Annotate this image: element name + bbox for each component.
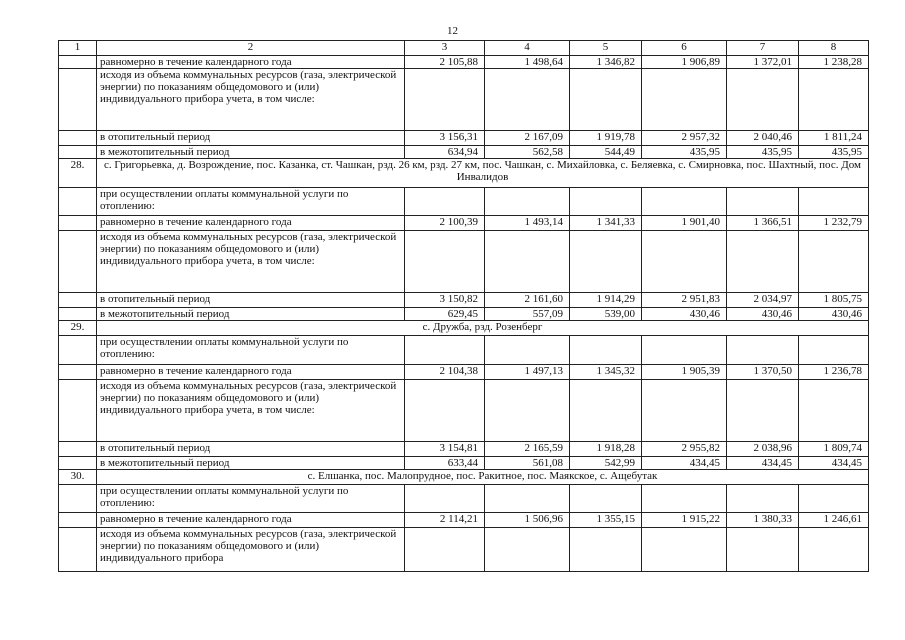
value-cell: 434,45 <box>642 457 727 470</box>
table-row-meter-basis <box>59 380 869 442</box>
value-cell: 557,09 <box>485 308 570 321</box>
value-cell: 1 498,64 <box>485 56 570 69</box>
row-number-cell <box>59 131 97 146</box>
page-number: 12 <box>447 25 458 37</box>
empty-value-cell <box>727 231 799 293</box>
value-cell: 1 497,13 <box>485 365 570 380</box>
empty-value-cell <box>405 188 485 216</box>
value-cell: 430,46 <box>799 308 869 321</box>
value-cell: 1 901,40 <box>642 216 727 231</box>
value-cell: 435,95 <box>727 146 799 159</box>
empty-value-cell <box>799 380 869 442</box>
value-cell: 1 345,32 <box>570 365 642 380</box>
value-cell: 542,99 <box>570 457 642 470</box>
empty-value-cell <box>727 336 799 365</box>
empty-value-cell <box>570 485 642 513</box>
value-cell: 1 918,28 <box>570 442 642 457</box>
empty-value-cell <box>727 485 799 513</box>
value-cell: 561,08 <box>485 457 570 470</box>
empty-value-cell <box>485 188 570 216</box>
row-label: в отопительный период <box>97 293 405 308</box>
column-header: 7 <box>727 41 799 56</box>
value-cell: 1 805,75 <box>799 293 869 308</box>
value-cell: 1 355,15 <box>570 513 642 528</box>
value-cell: 1 915,22 <box>642 513 727 528</box>
table-row-meter-basis <box>59 69 869 131</box>
empty-value-cell <box>405 485 485 513</box>
value-cell: 1 341,33 <box>570 216 642 231</box>
value-cell: 2 161,60 <box>485 293 570 308</box>
column-header: 5 <box>570 41 642 56</box>
empty-value-cell <box>570 380 642 442</box>
column-header: 1 <box>59 41 97 56</box>
value-cell: 634,94 <box>405 146 485 159</box>
locality-name: с. Григорьевка, д. Возрождение, пос. Казанка, ст. Чашкан, рзд. 26 км, рзд. 27 км, пос. Чашкан, с. Михайловка, с. Беляевка, с. Смирновка, пос. Шахтный, пос. Дом Инвалидов <box>97 159 869 188</box>
row-label: при осуществлении оплаты коммунальной услуги по отоплению: <box>97 336 405 365</box>
empty-value-cell <box>570 336 642 365</box>
column-header: 3 <box>405 41 485 56</box>
locality-row <box>59 470 869 485</box>
value-cell: 1 493,14 <box>485 216 570 231</box>
empty-value-cell <box>485 231 570 293</box>
empty-value-cell <box>570 528 642 572</box>
empty-value-cell <box>727 188 799 216</box>
row-number-cell <box>59 188 97 216</box>
empty-value-cell <box>570 69 642 131</box>
value-cell: 1 232,79 <box>799 216 869 231</box>
row-label: в межотопительный период <box>97 457 405 470</box>
row-number-cell <box>59 513 97 528</box>
locality-row <box>59 321 869 336</box>
column-header: 8 <box>799 41 869 56</box>
table-row-heating <box>59 131 869 146</box>
empty-value-cell <box>405 336 485 365</box>
value-cell: 2 957,32 <box>642 131 727 146</box>
table-row-off-season <box>59 308 869 321</box>
tariff-table <box>58 40 869 572</box>
value-cell: 562,58 <box>485 146 570 159</box>
empty-value-cell <box>485 336 570 365</box>
value-cell: 1 370,50 <box>727 365 799 380</box>
value-cell: 1 238,28 <box>799 56 869 69</box>
value-cell: 435,95 <box>642 146 727 159</box>
row-number-cell <box>59 528 97 572</box>
value-cell: 2 114,21 <box>405 513 485 528</box>
empty-value-cell <box>642 380 727 442</box>
row-number-cell <box>59 69 97 131</box>
empty-value-cell <box>727 528 799 572</box>
row-number-cell <box>59 365 97 380</box>
section-number: 28. <box>59 159 97 188</box>
value-cell: 1 346,82 <box>570 56 642 69</box>
table-row-meter-basis-partial <box>59 528 869 572</box>
row-number-cell <box>59 457 97 470</box>
empty-value-cell <box>405 231 485 293</box>
value-cell: 2 034,97 <box>727 293 799 308</box>
locality-name: с. Елшанка, пос. Малопрудное, пос. Ракитное, пос. Маякское, с. Ащебутак <box>97 470 869 485</box>
row-label: равномерно в течение календарного года <box>97 513 405 528</box>
row-number-cell <box>59 485 97 513</box>
table-row-heating <box>59 293 869 308</box>
empty-value-cell <box>727 380 799 442</box>
value-cell: 2 105,88 <box>405 56 485 69</box>
row-number-cell <box>59 216 97 231</box>
empty-value-cell <box>405 69 485 131</box>
value-cell: 1 811,24 <box>799 131 869 146</box>
table-row-off-season <box>59 146 869 159</box>
row-number-cell <box>59 293 97 308</box>
value-cell: 1 246,61 <box>799 513 869 528</box>
value-cell: 2 167,09 <box>485 131 570 146</box>
empty-value-cell <box>799 188 869 216</box>
locality-row <box>59 159 869 188</box>
empty-value-cell <box>799 231 869 293</box>
section-number: 30. <box>59 470 97 485</box>
empty-value-cell <box>642 188 727 216</box>
value-cell: 1 372,01 <box>727 56 799 69</box>
column-header: 2 <box>97 41 405 56</box>
column-header: 6 <box>642 41 727 56</box>
row-number-cell <box>59 336 97 365</box>
value-cell: 629,45 <box>405 308 485 321</box>
row-number-cell <box>59 231 97 293</box>
value-cell: 2 165,59 <box>485 442 570 457</box>
value-cell: 2 104,38 <box>405 365 485 380</box>
row-number-cell <box>59 380 97 442</box>
empty-value-cell <box>485 380 570 442</box>
value-cell: 434,45 <box>799 457 869 470</box>
empty-value-cell <box>642 528 727 572</box>
row-label: равномерно в течение календарного года <box>97 216 405 231</box>
row-number-cell <box>59 308 97 321</box>
table-row-payment-intro <box>59 188 869 216</box>
value-cell: 1 236,78 <box>799 365 869 380</box>
column-header: 4 <box>485 41 570 56</box>
value-cell: 2 100,39 <box>405 216 485 231</box>
empty-value-cell <box>405 380 485 442</box>
empty-value-cell <box>485 528 570 572</box>
value-cell: 430,46 <box>642 308 727 321</box>
row-label: исходя из объема коммунальных ресурсов (газа, электрической энергии) по показаниям общедомового и (или) индивидуального прибора учета, в том числе: <box>97 69 405 131</box>
value-cell: 1 914,29 <box>570 293 642 308</box>
empty-value-cell <box>799 336 869 365</box>
row-label: при осуществлении оплаты коммунальной услуги по отоплению: <box>97 485 405 513</box>
empty-value-cell <box>642 69 727 131</box>
empty-value-cell <box>405 528 485 572</box>
value-cell: 2 955,82 <box>642 442 727 457</box>
value-cell: 1 380,33 <box>727 513 799 528</box>
table-row-evenly <box>59 513 869 528</box>
empty-value-cell <box>642 485 727 513</box>
value-cell: 1 366,51 <box>727 216 799 231</box>
value-cell: 539,00 <box>570 308 642 321</box>
row-number-cell <box>59 442 97 457</box>
value-cell: 2 040,46 <box>727 131 799 146</box>
value-cell: 2 951,83 <box>642 293 727 308</box>
empty-value-cell <box>570 231 642 293</box>
row-label: в межотопительный период <box>97 146 405 159</box>
row-label: в отопительный период <box>97 442 405 457</box>
value-cell: 435,95 <box>799 146 869 159</box>
table-row-meter-basis <box>59 231 869 293</box>
empty-value-cell <box>799 485 869 513</box>
row-label: в межотопительный период <box>97 308 405 321</box>
value-cell: 3 156,31 <box>405 131 485 146</box>
empty-value-cell <box>485 69 570 131</box>
table-row-off-season <box>59 457 869 470</box>
table-row-heating <box>59 442 869 457</box>
row-label: в отопительный период <box>97 131 405 146</box>
empty-value-cell <box>799 528 869 572</box>
value-cell: 1 919,78 <box>570 131 642 146</box>
table-row-payment-intro <box>59 336 869 365</box>
row-label: исходя из объема коммунальных ресурсов (газа, электрической энергии) по показаниям общедомового и (или) индивидуального прибора учета, в том числе: <box>97 231 405 293</box>
empty-value-cell <box>799 69 869 131</box>
table-row-evenly <box>59 216 869 231</box>
empty-value-cell <box>642 231 727 293</box>
row-number-cell <box>59 146 97 159</box>
value-cell: 2 038,96 <box>727 442 799 457</box>
value-cell: 1 809,74 <box>799 442 869 457</box>
locality-name: с. Дружба, рзд. Розенберг <box>97 321 869 336</box>
value-cell: 3 154,81 <box>405 442 485 457</box>
row-number-cell <box>59 56 97 69</box>
table-row-evenly <box>59 365 869 380</box>
value-cell: 633,44 <box>405 457 485 470</box>
value-cell: 1 906,89 <box>642 56 727 69</box>
row-label: исходя из объема коммунальных ресурсов (газа, электрической энергии) по показаниям общедомового и (или) индивидуального прибора <box>97 528 405 572</box>
value-cell: 1 506,96 <box>485 513 570 528</box>
section-number: 29. <box>59 321 97 336</box>
row-label: исходя из объема коммунальных ресурсов (газа, электрической энергии) по показаниям общедомового и (или) индивидуального прибора учета, в том числе: <box>97 380 405 442</box>
value-cell: 544,49 <box>570 146 642 159</box>
row-label: равномерно в течение календарного года <box>97 56 405 69</box>
empty-value-cell <box>727 69 799 131</box>
empty-value-cell <box>642 336 727 365</box>
empty-value-cell <box>485 485 570 513</box>
header-row <box>59 41 869 56</box>
empty-value-cell <box>570 188 642 216</box>
table-row-payment-intro <box>59 485 869 513</box>
row-label: равномерно в течение календарного года <box>97 365 405 380</box>
row-label: при осуществлении оплаты коммунальной услуги по отоплению: <box>97 188 405 216</box>
value-cell: 434,45 <box>727 457 799 470</box>
table-row-evenly <box>59 56 869 69</box>
value-cell: 1 905,39 <box>642 365 727 380</box>
value-cell: 3 150,82 <box>405 293 485 308</box>
value-cell: 430,46 <box>727 308 799 321</box>
